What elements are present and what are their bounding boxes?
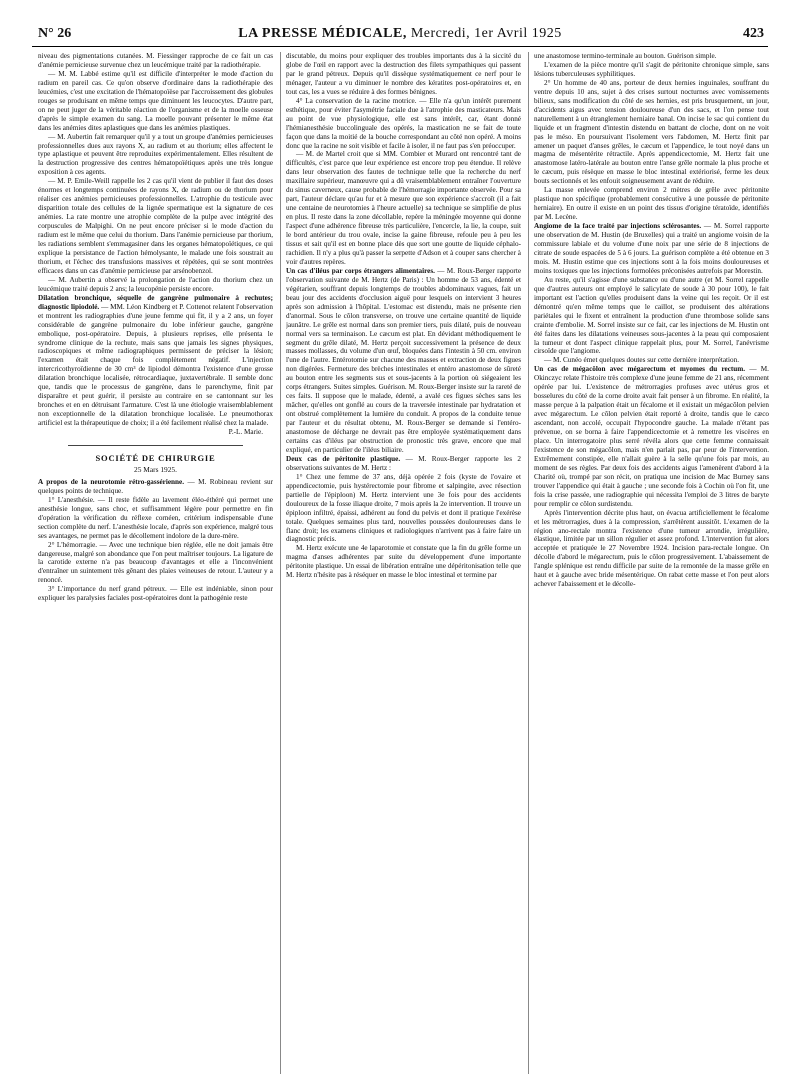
article-paragraph: 3° L'importance du nerf grand pétreux. — Elle est indéniable, sinon pour expliquer les paralysies faciales post-opératoires dont la pathogénie reste: [38, 585, 273, 603]
article-paragraph-titled: Deux cas de péritonite plastique. — M. Roux-Berger rapporte les 2 observations suivantes de M. Hertz :: [286, 454, 521, 472]
column-left: [38, 52, 273, 1074]
article-paragraph: — M. P. Emile-Weill rappelle les 2 cas qu'il vient de publier il faut des doses énormes et longtemps continuées de rayons X, de radium ou de thorium pour réaliser ces anémies pernicieuses professionnelles. L'atrophie du testicule avec disparition totale des cellules de la lignée spermatique est la signature de ces anémies. La rate montre une atrophie complète de la pulpe avec intégrité des corpuscules de Malpighi. On ne peut encore préciser si le mode d'action du radium est le même que celui du thorium. Dans l'anémie pernicieuse par thorium, les radiations semblent s'emmagasiner dans les organes hématopoïétiques, ce qui explique la persistance de l'action hémolysante, le malade une fois soustrait au thorium, et l'échec des transfusions massives et répétées, qui se sont montrées efficaces dans un cas d'anémie pernicieuse par arsénobenzol.: [38, 177, 273, 275]
article-paragraph: — M. Aubertin fait remarquer qu'il y a tout un groupe d'anémies pernicieuses professionnelles dues aux rayons X, au radium et au thorium; elles affectent le type aplastique et peuvent être reproduites expérimentalement. Elles résultent de la destruction progressive des centres hématopoïétiques après une très longue exposition à ces agents.: [38, 132, 273, 177]
article-paragraph: 1° Chez une femme de 37 ans, déjà opérée 2 fois (kyste de l'ovaire et appendicectomie, puis hystérectomie pour fibrome et salpingite, avec résection partielle de l'épiploon) M. Hertz intervient une 3e fois pour des accidents douloureux de la fosse iliaque droite, 7 mois après la 2e intervention. Il trouve un épiploon infiltré, épaissi, adhérent au fond du pelvis et dont il pratique l'exérèse totale. Quelques semaines plus tard, nouvelles poussées douloureuses dans le flanc droit; les examens cliniques et radiologiques n'arrivent pas à faire faire un diagnostic précis.: [286, 472, 521, 544]
article-paragraph: une anastomose termino-terminale au bouton. Guérison simple.: [534, 52, 717, 60]
journal-title: [0, 26, 800, 42]
article-paragraph: — M. Cunéo émet quelques doutes sur cette dernière interprétation.: [544, 356, 739, 365]
article-paragraph-titled: A propos de la neurotomie rétro-gassérienne. — M. Robineau revient sur quelques points de technique.: [38, 477, 273, 495]
page-number-left: N° 26: [38, 26, 72, 41]
section-heading: SOCIÉTÉ DE CHIRURGIE: [95, 452, 216, 463]
article-paragraph: 2° L'hémorragie. — Avec une technique bien réglée, elle ne doit jamais être dangereuse, malgré son abondance que l'on peut maîtriser toujours. La ligature de la carotide externe n'a pas beaucoup d'avantages et elle a l'inconvénient d'entraîner un suintement très gênant des plaies veineuses de retour. L'auteur y a renoncé.: [38, 540, 273, 585]
article-paragraph: 4° La conservation de la racine motrice. — Elle n'a qu'un intérêt purement esthétique, pour éviter l'asymétrie faciale due à l'atrophie des masticateurs. Mais au point de vue physiologique, elle est sans intérêt, car, étant donné l'hémianesthésie buccolinguale des opérés, la mastication ne se fait de toute façon que dans la moitié de la bouche correspondant au côté non opéré. A moins donc que la racine ne soit visible et facile à isoler, il ne faut pas s'en préoccuper.: [286, 96, 521, 150]
article-paragraph: Au reste, qu'il s'agisse d'une substance ou d'une autre (et M. Sorrel rappelle que d'autres auteurs ont employé le salicylate de soude à 30 pour 100), le fait important est l'action qu'elles produisent dans la veine qui les reçoit. Or il est démontré qu'en même temps que le caillot, se produisent des altérations pariétales qui le fixent et entraînent la production d'une thrombose solide sans crainte d'embolie. M. Sorrel insiste sur ce fait, car les injections de M. Hustin ont été faites dans les dilatations veineuses sous-jacentes à la peau qui composaient la tumeur et dont l'aspect clinique rappelait plus, pour M. Sorrel, l'anévrisme cirsoïde que l'angiome.: [534, 275, 769, 356]
issue-date: Mercredi, 1er Avril 1925: [410, 26, 562, 41]
article-paragraph: 1° L'anesthésie. — Il reste fidèle au lavement éléo-éthéré qui permet une anesthésie longue, sans choc, et suffisamment légère pour permettre en fin d'opération la vérification du réflexe cornéen, critérium indispensable d'une section complète du nerf. L'anesthésie locale, d'après son expérience, malgré tous ses avantages, ne permet pas le décollement indolore de la dure-mère.: [38, 495, 273, 540]
session-date: 25 Mars 1925.: [134, 464, 177, 474]
article-paragraph: 2° Un homme de 40 ans, porteur de deux hernies inguinales, souffrant du ventre depuis 10 ans, sujet à des crises surtout nocturnes avec vomissements bilieux, sans modification du côté de ses hernies, est pris brusquement, un jour, d'accidents aigus avec tension douloureuse d'un des sacs, et l'on pense tout naturellement à un étranglement herniaire banal. On incise le sac qui contient du liquide et un fragment d'intestin distendu en battant de cloche, dont on ne voit pas le méso. En poursuivant l'isolement vers l'abdomen, M. Hertz finit par amener un paquet d'anses grêles, le cæcum et l'appendice, le tout noyé dans un magma de mésentérite rétractile. Après appendicectomie, M. Hertz fait une anastomose latéro-latérale au bouton entre l'anse grêle normale la plus proche et le cæcum, puis résèque en masse le bloc intestinal extériorisé, ferme les deux bouts sectionnés et les enfouit soigneusement avant de réduire.: [534, 78, 769, 186]
article-paragraph-titled: Un cas d'iléus par corps étrangers alimentaires. — M. Roux-Berger rapporte l'observation suivante de M. Hertz (de Paris) : Un homme de 53 ans, édenté et végétarien, souffrant depuis longtemps de troubles abdominaux vagues, fait un beau jour des accidents d'occlusion aiguë pour lesquels on intervient 3 heures après son admission à l'hôpital. L'estomac est distendu, mais ne présente rien d'anormal. Sous le côlon transverse, on trouve une certaine quantité de liquide jaunâtre. Le grêle est normal dans son premier tiers, puis dilaté, puis de nouveau normal vers sa terminaison. Le cæcum est plat. En dévidant méthodiquement le segment du grêle dilaté, M. Hertz perçoit successivement la présence de deux masses mollasses, du volume d'un œuf, bloquées dans l'intestin à 50 cm. environ l'une de l'autre. Entérotomie sur chacune des masses et extraction de deux figues non digérées. Fermeture des brèches intestinales et entéro anastomose de sûreté au bouton entre les segments sus et sous-jacents à la portion où siégeaient les corps étrangers. Suites simples. Guérison. M. Roux-Berger insiste sur la rareté de ces faits. Il suppose que le malade, édenté, a avalé ces figues sèches sans les mâcher, qu'elles ont gonflé au cours de la traversée intestinale par hydratation et ont obstrué complètement la lumière du conduit. A propos de la conduite tenue par l'auteur et du résultat obtenu, M. Roux-Berger se demande si l'entéro-anastomose de décharge ne devrait pas être employée systématiquement dans certains cas d'iléus par obstruction de pronostic très grave, encore que mal expliqué, en particulier de l'iléus biliaire.: [286, 266, 521, 454]
article-paragraph-titled: Angiome de la face traité par injections sclérosantes. — M. Sorrel rapporte une observation de M. Hustin (de Bruxelles) qui a traité un angiome voisin de la commissure labiale et du volume d'une noix par une série de 8 injections de citrate de soude espacées de 5 à 6 jours. La guérison complète a été obtenue en 3 mois. M. Hustin estime que ces injections sont à la fois moins douloureuses et moins toxiques que les injections formolées préconisées autrefois par Morestin.: [534, 222, 769, 275]
article-paragraph: — M. de Martel croit que si MM. Combier et Murard ont rencontré tant de difficultés, c'est parce que leur expérience est encore trop peu étendue. Il relève dans leur observation des fautes de technique telle que la recherche du nerf maxillaire supérieur, manœuvre qui a dû vraisemblablement entraîner l'ouverture du sinus caverneux, cause probable de l'hémorragie importante observée. Pour sa part, l'auteur déclare qu'au fur et à mesure que son expérience s'accroît (il a fait une centaine de neurotomies à l'heure actuelle) sa technique se simplifie de plus en plus. Il reste dans la zone décollable, repère la méningée moyenne qui donne l'aspect d'une adhérence fibreuse très particulière, l'encercle, la lie, la coupe, suit le bord antérieur du trou ovale, incise la gaine fibreuse, refoule peu à peu les tissus et sait qu'il est en bonne place dès que sort une goutte de liquide céphalo-rachidien. Il n'y a plus qu'à passer la serpette d'Adson et à couper sans chercher à voir d'autres repères.: [286, 150, 521, 266]
header-rule: [32, 46, 768, 47]
article-paragraph-titled: Dilatation bronchique, séquelle de gangrène pulmonaire à rechutes; diagnostic lipiodolé. — MM. Léon Kindberg et P. Cottenot relatent l'observation et montrent les radiographies d'une jeune femme qui fit, il y a 2 ans, un foyer considérable de gangrène pulmonaire du lobe inférieur gauche, gangrène embolique, post-opératoire. Depuis, à plusieurs reprises, elle présenta le syndrome clinique de la rechute, mais sans que jamais les signes physiques, radioscopiques et même radiographiques permissent de préciser la lésion; l'examen était chaque fois complètement négatif. L'injection intercricothyroïdienne de 30 cm³ de lipiodol démontra l'existence d'une grosse dilatation bronchique localisée, rétrocardiaque, juxtavertébrale. Il semble donc que, tandis que le processus de gangrène, dans le parenchyme, finit par disparaître et peut guérir, il persiste au contraire en se cantonnant sur les bronches et en en détruisant l'armature. C'est là une étiologie vraisemblablement non exceptionnelle de la dilatation bronchique localisée. Le pneumothorax artificiel est la thérapeutique de choix; il a été facilement réalisé chez la malade.: [38, 293, 273, 428]
section-divider: [68, 445, 243, 446]
article-paragraph-titled: Un cas de mégacôlon avec mégarectum et myomes du rectum. — M. Okinczyc relate l'histoire très complexe d'une jeune femme de 21 ans, récemment opérée par lui. L'existence de métrorragies profuses avec utérus gros et bosselures du côté de la corne droite avait fait penser à un fibrome. En réalité, la masse perçue à la palpation était un fécalome et il existait un mégacôlon pelvien avec mégarectum. Le côlon pelvien était reporté à droite, tandis que le cæco ascendant, non accolé, occupait l'hypocondre gauche. La malade n'étant pas prévenue, on se borna à faire l'appendicectomie et à remettre les viscères en place. Un interrogatoire plus serré révéla alors que cette femme connaissait l'existence de son mégacôlon, mais n'en parlait pas, par peur de l'intervention. Extrêmement constipée, elle n'allait guère à la selle qu'une fois par mois, au moment de ses règles. Par deux fois des accidents aigus l'amenèrent d'abord à la Charité où, trompé par son récit, on pratiqua une incision de Mac Burney sans trouver l'appendice qui était à gauche ; une seconde fois à Cochin où l'on fit, une fois la crise passée, une radiographie qui nécessita l'emploi de 3 litres de baryte pour remplir ce côlon surdistendu.: [534, 365, 769, 508]
page-number-right: 423: [743, 26, 764, 41]
column-separator: [280, 52, 281, 1074]
article-paragraph: niveau des pigmentations cutanées. M. Fiessinger rapproche de ce fait un cas d'anémie pernicieuse survenue chez un leucémique traité par la radiothérapie.: [38, 52, 273, 69]
article-paragraph: — M. M. Labbé estime qu'il est difficile d'interpréter le mode d'action du radium en pareil cas. Ce qu'on observe d'ordinaire dans la radiothérapie des leucémies, c'est une excitation de l'hématopoïèse par l'accroissement des globules rouges se produisant en même temps que diminuent les leucocytes. D'autre part, on ne peut juger de la véritable réaction de l'organisme et de la moelle osseuse d'après le simple examen du sang. La moelle pouvant présenter le même état dans les anémies dites aplastiques que dans les anémies plastiques.: [38, 69, 273, 132]
column-separator: [528, 52, 529, 1074]
article-paragraph: La masse enlevée comprend environ 2 mètres de grêle avec péritonite plastique non spécifique (probablement consécutive à une poussée de péritonite herniaire). En outre il existe en un point des tissus d'origine tératoïde, identifiés par M. Lecène.: [534, 186, 769, 222]
journal-name: LA PRESSE MÉDICALE,: [238, 26, 407, 41]
article-paragraph: M. Hertz exécute une 4e laparotomie et constate que la fin du grêle forme un magma d'anses adhérentes par suite du développement d'une importante péritonite plastique. Un essai de libération entraîne une dépéritonisation telle que M. Hertz n'hésite pas à réséquer en masse le bloc intestinal et termine par: [286, 544, 521, 580]
author-signature: P.-L. Marie.: [228, 428, 263, 437]
article-paragraph: discutable, du moins pour expliquer des troubles importants dus à la siccité du globe de l'œil en rapport avec la destruction des filets sympathiques qui passent par le grand pétreux. Depuis qu'il dissèque systématiquement ce nerf pour le ménager, l'auteur a vu diminuer le nombre des kératites post-opératoires et, en tout cas, les a vues se réduire à des formes bénignes.: [286, 52, 521, 96]
article-paragraph: L'examen de la pièce montre qu'il s'agit de péritonite chronique simple, sans lésions tuberculeuses syphilitiques.: [534, 60, 769, 78]
column-right: [534, 52, 769, 1074]
page-header: [0, 0, 800, 44]
article-paragraph: — M. Aubertin a observé la prolongation de l'action du thorium chez un leucémique traité depuis 2 ans; la leucopénie persiste encore.: [38, 275, 273, 293]
article-paragraph: Après l'intervention décrite plus haut, on évacua artificiellement le fécalome et les métrorragies, dues à la compression, s'arrêtèrent aussitôt. L'examen de la région ano-rectale montra l'existence d'une tumeur arrondie, irrégulière, élastique, limitée par un sillon régulier et assez profond. L'intervention fut alors acceptée et pratiquée le 27 Novembre 1924. Incision para-rectale longue. On décolle d'abord le mégarectum, puis le côlon progressivement. L'abaissement de l'angle splénique est rendu difficile par suite de la remontée de la masse grêle en haut et à gauche avec bride mésentérique. On rabat cette masse et l'on peut alors achever l'abaissement et le décolle-: [534, 508, 769, 589]
column-middle: [286, 52, 521, 1074]
